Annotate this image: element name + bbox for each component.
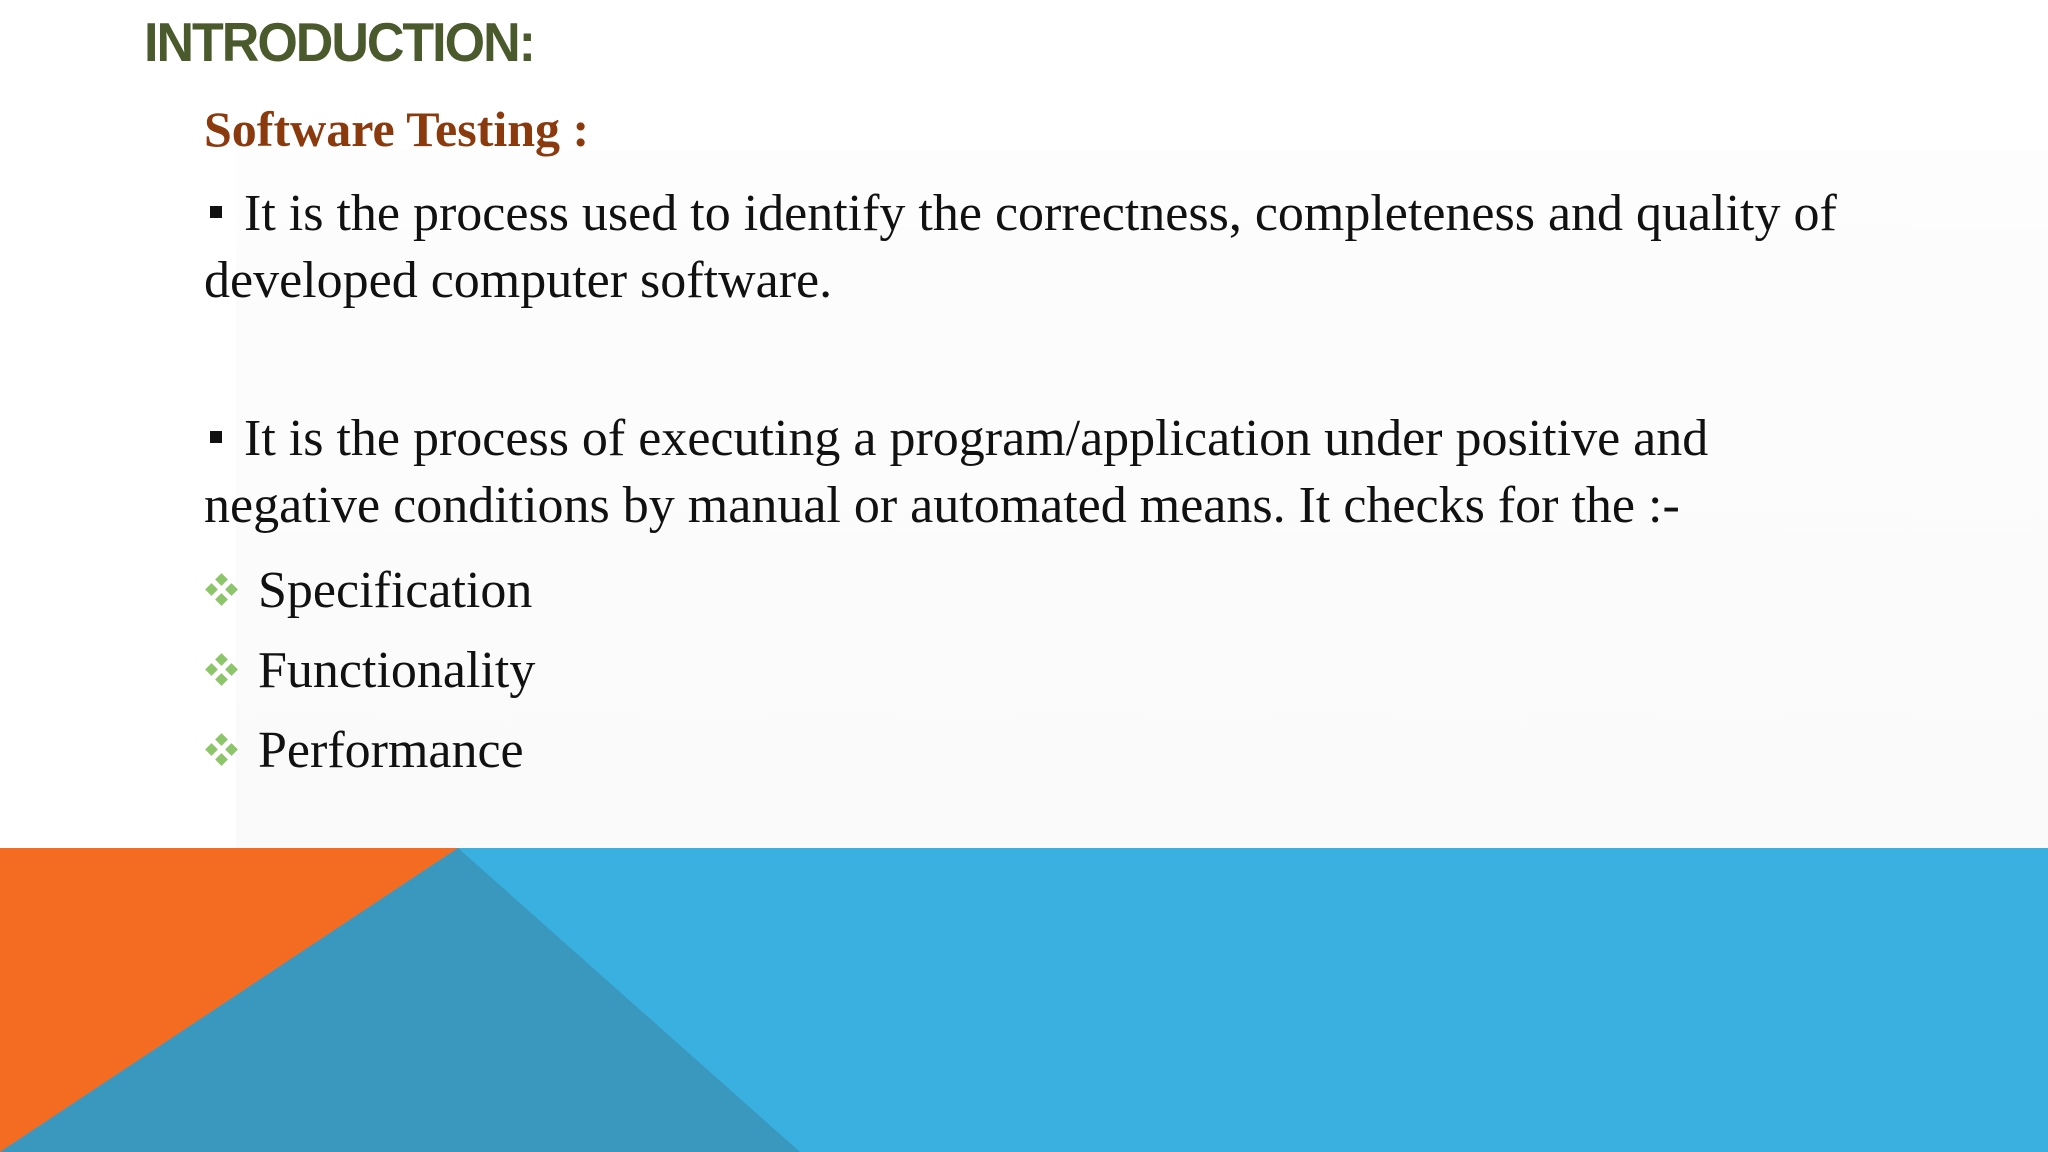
- checks-list: [204, 550, 535, 790]
- list-item: [204, 550, 535, 630]
- slide-subtitle: Software Testing :: [204, 101, 590, 157]
- list-item: [204, 630, 535, 710]
- check-item-label: Functionality: [258, 641, 536, 699]
- square-bullet-icon: [210, 431, 222, 443]
- footer-decoration: [0, 848, 2048, 1152]
- list-item: [204, 710, 535, 790]
- four-diamond-bullet-icon: [204, 732, 240, 768]
- check-item-label: Performance: [258, 721, 524, 779]
- paragraph-2-text: It is the process of executing a program/application under positive and negative conditions by manual or automated means. It checks for the :-: [204, 410, 1709, 534]
- square-bullet-icon: [210, 206, 222, 218]
- paragraph-2: [204, 405, 1844, 539]
- paragraph-1-text: It is the process used to identify the correctness, completeness and quality of developed computer software.: [204, 185, 1837, 309]
- four-diamond-bullet-icon: [204, 652, 240, 688]
- four-diamond-bullet-icon: [204, 572, 240, 608]
- paragraph-1: [204, 180, 1844, 314]
- check-item-label: Specification: [258, 561, 533, 619]
- slide-title: INTRODUCTION:: [144, 12, 534, 74]
